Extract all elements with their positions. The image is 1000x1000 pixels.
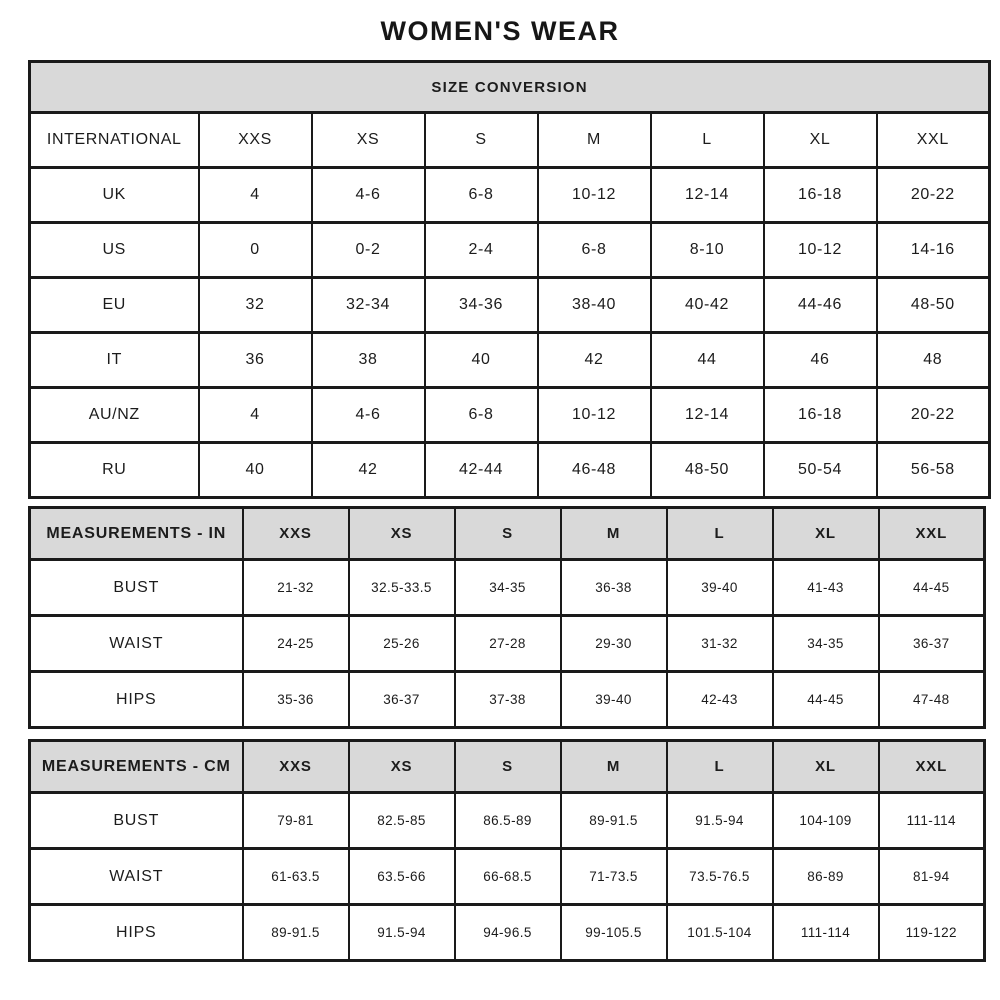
row-label: US (30, 223, 199, 278)
value-cell: 32.5-33.5 (349, 560, 455, 616)
row-label: RU (30, 443, 199, 498)
size-col-header: M (561, 508, 667, 560)
row-label: BUST (30, 793, 243, 849)
value-cell: 101.5-104 (667, 905, 773, 961)
size-col-header: S (455, 508, 561, 560)
value-cell: 34-35 (773, 616, 879, 672)
size-cell: XXS (199, 113, 312, 168)
value-cell: 41-43 (773, 560, 879, 616)
value-cell: 42-43 (667, 672, 773, 728)
measurements-cm-header: MEASUREMENTS - CM (30, 741, 243, 793)
value-cell: 42 (312, 443, 425, 498)
page-title: WOMEN'S WEAR (380, 16, 620, 46)
table-row (30, 333, 990, 388)
value-cell: 2-4 (425, 223, 538, 278)
size-conversion-table (28, 60, 991, 499)
value-cell: 16-18 (764, 388, 877, 443)
value-cell: 10-12 (764, 223, 877, 278)
value-cell: 89-91.5 (561, 793, 667, 849)
value-cell: 42-44 (425, 443, 538, 498)
value-cell: 4-6 (312, 168, 425, 223)
value-cell: 71-73.5 (561, 849, 667, 905)
table-row (30, 223, 990, 278)
value-cell: 6-8 (425, 168, 538, 223)
size-cell: L (651, 113, 764, 168)
size-conversion-header: SIZE CONVERSION (30, 62, 990, 113)
row-label: HIPS (30, 672, 243, 728)
value-cell: 32-34 (312, 278, 425, 333)
value-cell: 12-14 (651, 388, 764, 443)
row-label: BUST (30, 560, 243, 616)
value-cell: 20-22 (877, 388, 990, 443)
size-col-header: M (561, 741, 667, 793)
row-label: EU (30, 278, 199, 333)
value-cell: 63.5-66 (349, 849, 455, 905)
value-cell: 48 (877, 333, 990, 388)
size-col-header: XS (349, 508, 455, 560)
table-row (30, 278, 990, 333)
value-cell: 81-94 (879, 849, 985, 905)
value-cell: 66-68.5 (455, 849, 561, 905)
value-cell: 47-48 (879, 672, 985, 728)
row-label: IT (30, 333, 199, 388)
row-label: INTERNATIONAL (30, 113, 199, 168)
table-header-row (30, 741, 985, 793)
value-cell: 24-25 (243, 616, 349, 672)
value-cell: 44-45 (773, 672, 879, 728)
size-col-header: L (667, 508, 773, 560)
row-label: HIPS (30, 905, 243, 961)
table-row (30, 443, 990, 498)
value-cell: 4 (199, 388, 312, 443)
value-cell: 8-10 (651, 223, 764, 278)
row-label: WAIST (30, 616, 243, 672)
value-cell: 48-50 (877, 278, 990, 333)
value-cell: 35-36 (243, 672, 349, 728)
value-cell: 37-38 (455, 672, 561, 728)
table-row (30, 560, 985, 616)
value-cell: 38 (312, 333, 425, 388)
value-cell: 10-12 (538, 388, 651, 443)
value-cell: 36-37 (879, 616, 985, 672)
size-col-header: XXL (879, 741, 985, 793)
value-cell: 39-40 (667, 560, 773, 616)
value-cell: 44-45 (879, 560, 985, 616)
size-cell: M (538, 113, 651, 168)
size-col-header: XL (773, 508, 879, 560)
value-cell: 104-109 (773, 793, 879, 849)
size-col-header: XXL (879, 508, 985, 560)
value-cell: 48-50 (651, 443, 764, 498)
table-row (30, 616, 985, 672)
value-cell: 6-8 (538, 223, 651, 278)
value-cell: 44-46 (764, 278, 877, 333)
value-cell: 46-48 (538, 443, 651, 498)
table-header-row (30, 62, 990, 113)
value-cell: 56-58 (877, 443, 990, 498)
value-cell: 73.5-76.5 (667, 849, 773, 905)
value-cell: 86.5-89 (455, 793, 561, 849)
value-cell: 44 (651, 333, 764, 388)
value-cell: 40-42 (651, 278, 764, 333)
value-cell: 31-32 (667, 616, 773, 672)
size-col-header: L (667, 741, 773, 793)
value-cell: 0 (199, 223, 312, 278)
value-cell: 111-114 (773, 905, 879, 961)
table-row (30, 849, 985, 905)
value-cell: 4 (199, 168, 312, 223)
value-cell: 21-32 (243, 560, 349, 616)
value-cell: 38-40 (538, 278, 651, 333)
table-header-row (30, 508, 985, 560)
table-row (30, 793, 985, 849)
size-col-header: XXS (243, 508, 349, 560)
value-cell: 79-81 (243, 793, 349, 849)
value-cell: 82.5-85 (349, 793, 455, 849)
table-row (30, 113, 990, 168)
value-cell: 39-40 (561, 672, 667, 728)
row-label: UK (30, 168, 199, 223)
value-cell: 6-8 (425, 388, 538, 443)
table-row (30, 168, 990, 223)
measurements-in-header: MEASUREMENTS - IN (30, 508, 243, 560)
value-cell: 20-22 (877, 168, 990, 223)
size-cell: XS (312, 113, 425, 168)
size-cell: XL (764, 113, 877, 168)
value-cell: 50-54 (764, 443, 877, 498)
value-cell: 34-35 (455, 560, 561, 616)
value-cell: 12-14 (651, 168, 764, 223)
value-cell: 25-26 (349, 616, 455, 672)
size-cell: S (425, 113, 538, 168)
value-cell: 29-30 (561, 616, 667, 672)
value-cell: 89-91.5 (243, 905, 349, 961)
value-cell: 32 (199, 278, 312, 333)
value-cell: 91.5-94 (349, 905, 455, 961)
table-row (30, 388, 990, 443)
size-col-header: XXS (243, 741, 349, 793)
table-row (30, 905, 985, 961)
value-cell: 36 (199, 333, 312, 388)
size-col-header: XL (773, 741, 879, 793)
value-cell: 4-6 (312, 388, 425, 443)
value-cell: 36-37 (349, 672, 455, 728)
size-col-header: XS (349, 741, 455, 793)
value-cell: 0-2 (312, 223, 425, 278)
size-cell: XXL (877, 113, 990, 168)
table-row (30, 672, 985, 728)
measurements-in-table (28, 506, 986, 729)
row-label: AU/NZ (30, 388, 199, 443)
value-cell: 111-114 (879, 793, 985, 849)
value-cell: 99-105.5 (561, 905, 667, 961)
value-cell: 14-16 (877, 223, 990, 278)
value-cell: 10-12 (538, 168, 651, 223)
value-cell: 34-36 (425, 278, 538, 333)
value-cell: 16-18 (764, 168, 877, 223)
measurements-cm-table (28, 739, 986, 962)
value-cell: 61-63.5 (243, 849, 349, 905)
row-label: WAIST (30, 849, 243, 905)
value-cell: 94-96.5 (455, 905, 561, 961)
value-cell: 86-89 (773, 849, 879, 905)
value-cell: 46 (764, 333, 877, 388)
value-cell: 27-28 (455, 616, 561, 672)
size-col-header: S (455, 741, 561, 793)
value-cell: 119-122 (879, 905, 985, 961)
value-cell: 91.5-94 (667, 793, 773, 849)
value-cell: 42 (538, 333, 651, 388)
value-cell: 36-38 (561, 560, 667, 616)
value-cell: 40 (199, 443, 312, 498)
value-cell: 40 (425, 333, 538, 388)
